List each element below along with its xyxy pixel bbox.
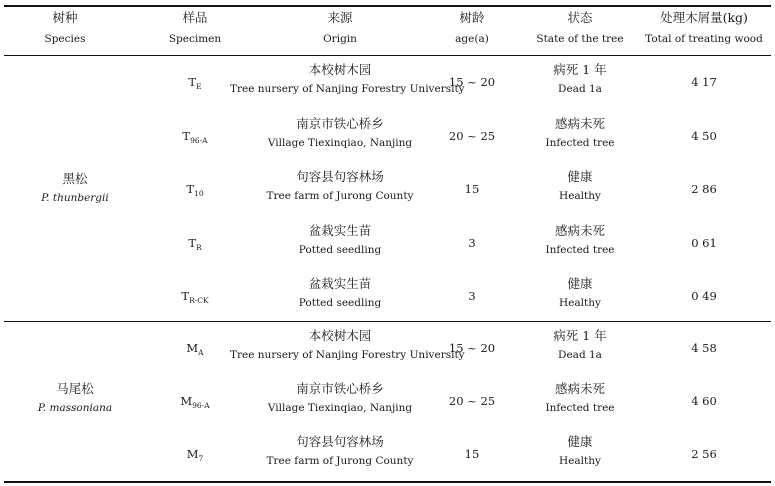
- header-origin-zh: 来源: [327, 10, 353, 25]
- header-specimen-en: Specimen: [168, 33, 222, 45]
- state-zh: 健康: [567, 276, 593, 291]
- specimen-base: M: [180, 394, 193, 408]
- origin-zh: 句容县句容林场: [296, 434, 384, 449]
- header-age-zh: 树龄: [459, 10, 485, 25]
- total-value: 4 50: [691, 129, 717, 143]
- origin-cell: [230, 434, 450, 468]
- header-age-en: age(a): [455, 33, 489, 45]
- state-en: Infected tree: [545, 402, 615, 414]
- state-zh: 健康: [567, 434, 593, 449]
- specimen-subscript: A: [198, 348, 204, 357]
- species-zh: 马尾松: [56, 381, 94, 396]
- origin-cell: [230, 169, 450, 203]
- header-origin: [230, 10, 450, 46]
- state-zh: 病死 1 年: [553, 328, 607, 343]
- state-en: Dead 1a: [558, 83, 602, 95]
- origin-cell: [230, 381, 450, 415]
- species-group-thunbergii: [20, 171, 130, 205]
- total-value: 0 49: [691, 289, 717, 303]
- state-cell: [510, 381, 650, 415]
- header-species: [20, 10, 110, 46]
- header-species-zh: 树种: [52, 10, 78, 25]
- state-cell: [510, 223, 650, 257]
- table-top-rule: [4, 5, 771, 7]
- origin-cell: [230, 62, 465, 96]
- group-divider-rule: [4, 321, 771, 322]
- header-age: [432, 10, 512, 46]
- total-value: 0 61: [691, 236, 717, 250]
- state-zh: 健康: [567, 169, 593, 184]
- specimen-code: [150, 289, 240, 305]
- specimen-base: T: [188, 75, 197, 89]
- specimen-code: [150, 394, 240, 410]
- header-total-en: Total of treating wood: [645, 33, 763, 45]
- origin-zh: 南京市铁心桥乡: [296, 116, 384, 131]
- total-value: 2 56: [691, 447, 717, 461]
- age-value: 20 ~ 25: [448, 394, 496, 408]
- state-zh: 感病未死: [554, 223, 605, 238]
- total-value: 4 17: [691, 75, 717, 89]
- origin-cell: [230, 116, 450, 150]
- origin-en: Village Tiexinqiao, Nanjing: [267, 137, 413, 149]
- origin-zh: 南京市铁心桥乡: [296, 381, 384, 396]
- header-state: [510, 10, 650, 46]
- state-cell: [510, 276, 650, 310]
- age-value: 15: [464, 182, 480, 196]
- state-zh: 感病未死: [554, 381, 605, 396]
- header-origin-en: Origin: [323, 33, 357, 45]
- state-en: Healthy: [559, 190, 601, 202]
- origin-cell: [230, 223, 450, 257]
- species-zh: 黑松: [62, 171, 88, 186]
- specimen-base: M: [186, 447, 199, 461]
- age-value: 15 ~ 20: [448, 75, 496, 89]
- specimen-subscript: 7: [198, 454, 204, 463]
- state-zh: 感病未死: [554, 116, 605, 131]
- state-cell: [510, 328, 650, 362]
- table-bottom-rule: [4, 481, 771, 483]
- species-latin: P. thunbergii: [41, 192, 109, 204]
- origin-zh: 本校树木园: [308, 62, 372, 77]
- specimen-subscript: R: [196, 243, 202, 252]
- header-state-zh: 状态: [567, 10, 593, 25]
- origin-en: Tree nursery of Nanjing Forestry University: [230, 83, 465, 95]
- specimen-base: T: [182, 129, 191, 143]
- header-state-en: State of the tree: [536, 33, 624, 45]
- state-en: Dead 1a: [558, 349, 602, 361]
- specimen-subscript: 96-A: [190, 136, 208, 145]
- origin-en: Tree farm of Jurong County: [266, 190, 414, 202]
- state-en: Healthy: [559, 297, 601, 309]
- species-group-massoniana: [20, 381, 130, 415]
- header-bottom-rule: [4, 55, 771, 56]
- state-zh: 病死 1 年: [553, 62, 607, 77]
- species-latin: P. massoniana: [37, 402, 113, 414]
- specimen-subscript: 96-A: [192, 401, 210, 410]
- origin-cell: [230, 276, 450, 310]
- state-cell: [510, 434, 650, 468]
- age-value: 20 ~ 25: [448, 129, 496, 143]
- origin-zh: 本校树木园: [308, 328, 372, 343]
- age-value: 15 ~ 20: [448, 341, 496, 355]
- total-value: 4 58: [691, 341, 717, 355]
- age-value: 15: [464, 447, 480, 461]
- specimen-code: [150, 236, 240, 252]
- total-value: 2 86: [691, 182, 717, 196]
- specimen-subscript: E: [196, 82, 202, 91]
- specimen-base: T: [186, 182, 195, 196]
- origin-en: Potted seedling: [298, 244, 382, 256]
- state-en: Healthy: [559, 455, 601, 467]
- header-specimen-zh: 样品: [182, 10, 208, 25]
- origin-en: Tree farm of Jurong County: [266, 455, 414, 467]
- age-value: 3: [468, 236, 476, 250]
- state-en: Infected tree: [545, 137, 615, 149]
- state-cell: [510, 116, 650, 150]
- origin-en: Potted seedling: [298, 297, 382, 309]
- origin-en: Tree nursery of Nanjing Forestry University: [230, 349, 465, 361]
- origin-cell: [230, 328, 465, 362]
- specimen-code: [150, 75, 240, 91]
- header-species-en: Species: [44, 33, 86, 45]
- state-cell: [510, 169, 650, 203]
- age-value: 3: [468, 289, 476, 303]
- specimen-code: [150, 129, 240, 145]
- origin-zh: 盆栽实生苗: [308, 223, 372, 238]
- state-cell: [510, 62, 650, 96]
- state-en: Infected tree: [545, 244, 615, 256]
- header-specimen: [150, 10, 240, 46]
- specimen-subscript: R-CK: [189, 296, 209, 305]
- origin-zh: 盆栽实生苗: [308, 276, 372, 291]
- origin-zh: 句容县句容林场: [296, 169, 384, 184]
- specimen-code: [150, 341, 240, 357]
- total-value: 4 60: [691, 394, 717, 408]
- specimen-code: [150, 447, 240, 463]
- specimen-base: M: [186, 341, 199, 355]
- specimen-base: T: [188, 236, 196, 250]
- specimen-subscript: 10: [194, 189, 204, 198]
- header-total: [638, 10, 770, 46]
- specimen-code: [150, 182, 240, 198]
- origin-en: Village Tiexinqiao, Nanjing: [267, 402, 413, 414]
- header-total-zh: 处理木屑量(kg): [660, 10, 748, 25]
- specimen-base: T: [181, 289, 190, 303]
